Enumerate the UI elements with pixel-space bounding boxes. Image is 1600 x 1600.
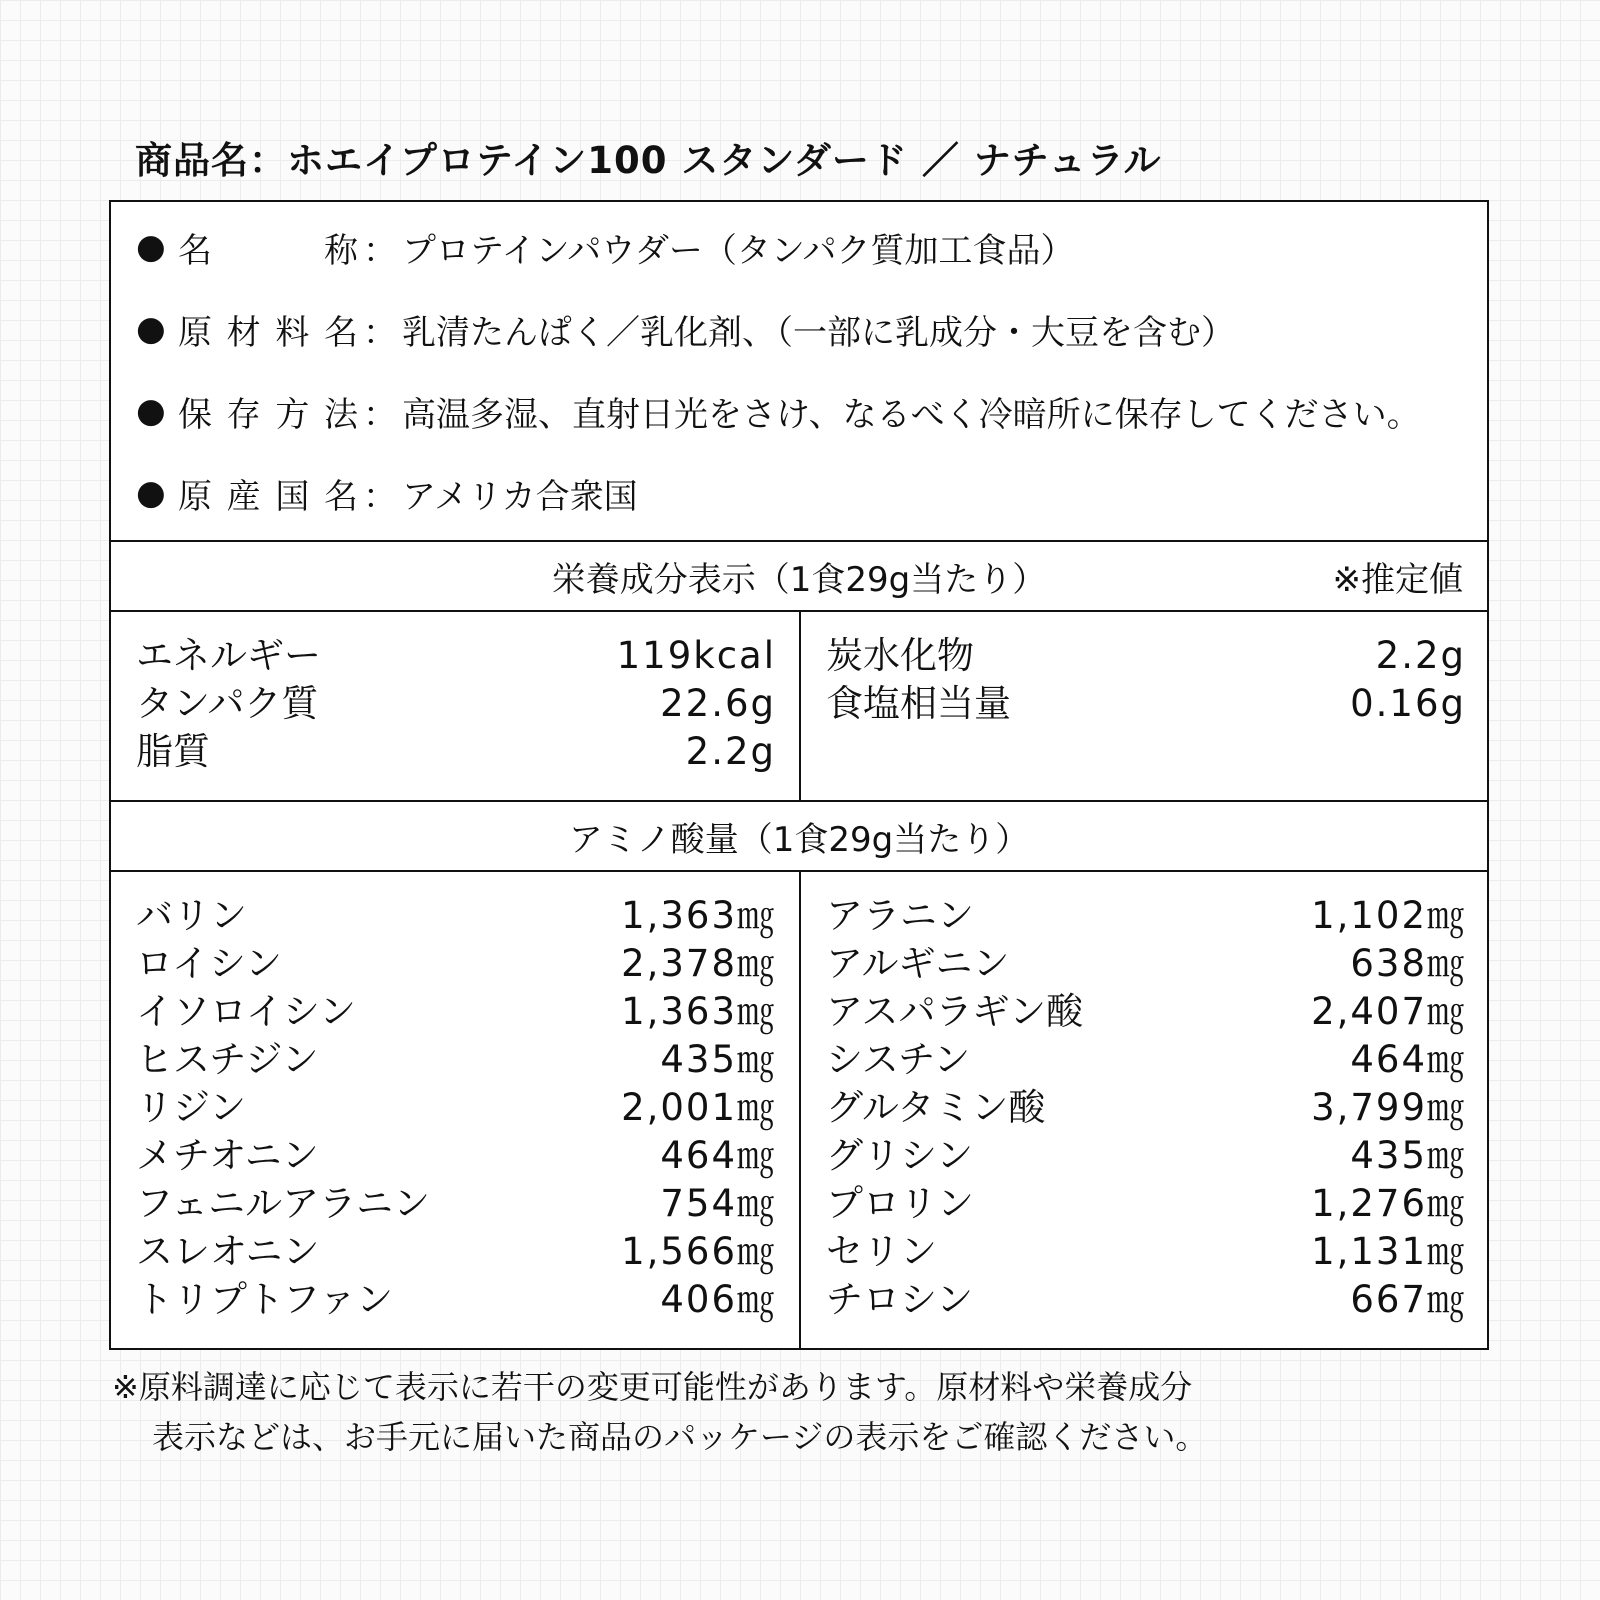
nutrition-row [826, 680, 1466, 728]
bullet-icon: ● [136, 473, 166, 513]
disclaimer-line-1: ※原料調達に応じて表示に若干の変更可能性があります。原材料や栄養成分 [112, 1368, 1193, 1406]
amino-name: リジン [136, 1086, 247, 1129]
nutrient-name: 脂質 [136, 730, 210, 773]
nutrition-grid [111, 612, 1487, 802]
bullet-icon: ● [136, 227, 166, 267]
amino-row [136, 892, 776, 940]
amino-row [136, 1276, 776, 1324]
column-divider [799, 612, 801, 800]
label-table [109, 200, 1489, 1350]
amino-value: 1,276㎎ [1311, 1182, 1466, 1225]
nutrient-value: 0.16g [1350, 682, 1466, 725]
amino-name: アラニン [826, 894, 974, 937]
amino-name: ロイシン [136, 942, 282, 985]
info-row-origin [136, 468, 638, 518]
amino-name: プロリン [826, 1182, 974, 1225]
amino-value: 435㎎ [660, 1038, 776, 1081]
amino-row [136, 1228, 776, 1276]
amino-value: 1,363㎎ [621, 990, 776, 1033]
info-colon: ： [363, 394, 397, 435]
amino-name: バリン [136, 894, 247, 937]
estimate-note: ※推定値 [1332, 560, 1463, 600]
amino-name: アルギニン [826, 942, 1010, 985]
nutrition-row [136, 728, 776, 776]
amino-value: 667㎎ [1350, 1278, 1466, 1321]
nutrient-value: 119kcal [616, 634, 776, 677]
amino-row [826, 1084, 1466, 1132]
info-value: アメリカ合衆国 [402, 476, 638, 517]
amino-row [136, 940, 776, 988]
amino-name: グルタミン酸 [826, 1086, 1046, 1129]
amino-value: 2,001㎎ [621, 1086, 776, 1129]
disclaimer-line-2: 表示などは、お手元に届いた商品のパッケージの表示をご確認ください。 [152, 1418, 1208, 1456]
nutrition-row [136, 632, 776, 680]
info-row-name [136, 222, 1075, 272]
amino-value: 3,799㎎ [1311, 1086, 1466, 1129]
amino-name: グリシン [826, 1134, 974, 1177]
info-colon: ： [363, 230, 397, 271]
info-value: プロテインパウダー（タンパク質加工食品） [402, 230, 1075, 271]
amino-name: スレオニン [136, 1230, 320, 1273]
nutrient-value: 2.2g [685, 730, 776, 773]
amino-value: 406㎎ [660, 1278, 776, 1321]
amino-row [826, 940, 1466, 988]
amino-name: ヒスチジン [136, 1038, 319, 1081]
info-label: 名称 [178, 230, 358, 271]
amino-row [826, 988, 1466, 1036]
amino-row [136, 1132, 776, 1180]
amino-value: 1,566㎎ [621, 1230, 776, 1273]
amino-name: チロシン [826, 1278, 974, 1321]
nutrition-row [826, 632, 1466, 680]
amino-value: 754㎎ [660, 1182, 776, 1225]
amino-value: 464㎎ [660, 1134, 776, 1177]
amino-value: 638㎎ [1350, 942, 1466, 985]
nutrition-header [111, 540, 1487, 612]
amino-value: 1,102㎎ [1311, 894, 1466, 937]
product-info-section [111, 202, 1487, 542]
amino-value: 2,407㎎ [1311, 990, 1466, 1033]
bullet-icon: ● [136, 391, 166, 431]
amino-value: 2,378㎎ [621, 942, 776, 985]
nutrition-col-right [826, 632, 1466, 728]
nutrient-name: 炭水化物 [826, 634, 974, 677]
amino-name: シスチン [826, 1038, 971, 1081]
amino-value: 464㎎ [1350, 1038, 1466, 1081]
nutrient-value: 22.6g [660, 682, 776, 725]
nutrient-value: 2.2g [1375, 634, 1466, 677]
amino-row [136, 1180, 776, 1228]
amino-row [826, 1036, 1466, 1084]
nutrition-row [136, 680, 776, 728]
amino-name: アスパラギン酸 [826, 990, 1084, 1033]
amino-row [826, 1228, 1466, 1276]
info-colon: ： [363, 312, 397, 353]
amino-name: トリプトファン [136, 1278, 394, 1321]
nutrition-col-left [136, 632, 776, 776]
amino-row [826, 892, 1466, 940]
product-title: 商品名：ホエイプロテイン100 スタンダード ／ ナチュラル [135, 139, 1162, 182]
amino-row [826, 1180, 1466, 1228]
amino-col-right [826, 892, 1466, 1324]
amino-value: 435㎎ [1350, 1134, 1466, 1177]
bullet-icon: ● [136, 309, 166, 349]
amino-name: セリン [826, 1230, 937, 1273]
disclaimer [112, 1362, 1492, 1462]
info-value: 乳清たんぱく／乳化剤、（一部に乳成分・大豆を含む） [402, 312, 1235, 353]
amino-header [111, 800, 1487, 872]
amino-value: 1,131㎎ [1311, 1230, 1466, 1273]
amino-value: 1,363㎎ [621, 894, 776, 937]
amino-grid [111, 872, 1487, 1348]
info-label: 原産国名 [178, 476, 358, 517]
info-row-ingredients [136, 304, 1235, 354]
amino-row [136, 1036, 776, 1084]
nutrient-name: エネルギー [136, 634, 321, 677]
nutrition-heading: 栄養成分表示（1食29g当たり） [551, 560, 1047, 600]
amino-name: フェニルアラニン [136, 1182, 431, 1225]
amino-row [826, 1276, 1466, 1324]
amino-row [136, 988, 776, 1036]
amino-heading: アミノ酸量（1食29g当たり） [568, 820, 1030, 860]
info-value: 高温多湿、直射日光をさけ、なるべく冷暗所に保存してください。 [402, 394, 1421, 435]
info-label: 保存方法 [178, 394, 358, 435]
amino-name: メチオニン [136, 1134, 319, 1177]
amino-col-left [136, 892, 776, 1324]
column-divider [799, 872, 801, 1348]
amino-row [136, 1084, 776, 1132]
amino-name: イソロイシン [136, 990, 356, 1033]
info-row-storage [136, 386, 1421, 436]
info-label: 原材料名 [178, 312, 358, 353]
info-colon: ： [363, 476, 397, 517]
amino-row [826, 1132, 1466, 1180]
nutrient-name: タンパク質 [136, 682, 319, 725]
nutrient-name: 食塩相当量 [826, 682, 1011, 725]
